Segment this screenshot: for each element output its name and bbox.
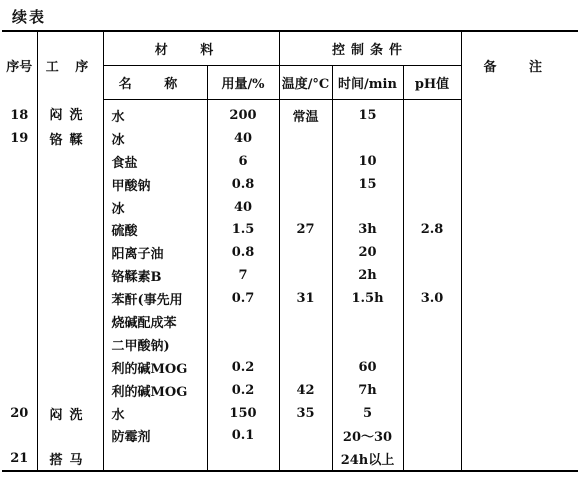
header-remarks: 备 注 — [461, 31, 578, 100]
cell-remarks — [461, 218, 578, 241]
cell-remarks — [461, 333, 578, 356]
cell-name — [103, 447, 207, 471]
cell-remarks — [461, 264, 578, 287]
cell-ph — [403, 379, 461, 402]
cell-process — [37, 173, 103, 196]
table-row — [2, 218, 578, 241]
page-title: 续表 — [12, 8, 47, 26]
cell-ph — [403, 100, 461, 127]
table-row — [2, 100, 578, 127]
cell-process: 闷洗 — [37, 402, 103, 425]
cell-seq — [2, 173, 37, 196]
cell-process — [37, 379, 103, 402]
cell-remarks — [461, 402, 578, 425]
cell-process: 闷洗 — [37, 100, 103, 127]
cell-remarks — [461, 100, 578, 127]
cell-temp: 35 — [279, 402, 332, 425]
cell-time — [332, 127, 403, 150]
table-row — [2, 379, 578, 402]
cell-process — [37, 196, 103, 219]
cell-seq — [2, 424, 37, 447]
cell-time: 60 — [332, 356, 403, 379]
cell-remarks — [461, 287, 578, 310]
cell-remarks — [461, 150, 578, 173]
cell-temp — [279, 424, 332, 447]
cell-time — [332, 196, 403, 219]
cell-time — [332, 333, 403, 356]
cell-time: 15 — [332, 100, 403, 127]
cell-ph: 3.0 — [403, 287, 461, 310]
table-row — [2, 287, 578, 310]
cell-ph — [403, 196, 461, 219]
cell-seq: 19 — [2, 127, 37, 150]
cell-dosage — [207, 333, 279, 356]
table-row — [2, 173, 578, 196]
cell-name: 水 — [103, 100, 207, 127]
table-row — [2, 310, 578, 333]
cell-name: 二甲酸钠) — [103, 333, 207, 356]
cell-remarks — [461, 173, 578, 196]
cell-temp: 常温 — [279, 100, 332, 127]
header-time: 时间/min — [332, 66, 403, 100]
cell-dosage: 150 — [207, 402, 279, 425]
cell-name: 冰 — [103, 127, 207, 150]
cell-temp: 42 — [279, 379, 332, 402]
header-ph: pH值 — [403, 66, 461, 100]
cell-ph — [403, 241, 461, 264]
cell-temp — [279, 196, 332, 219]
cell-time — [332, 310, 403, 333]
cell-remarks — [461, 241, 578, 264]
header-temp: 温度/°C — [279, 66, 332, 100]
cell-dosage: 0.8 — [207, 241, 279, 264]
cell-dosage: 7 — [207, 264, 279, 287]
cell-time: 10 — [332, 150, 403, 173]
cell-process — [37, 218, 103, 241]
cell-remarks — [461, 310, 578, 333]
cell-remarks — [461, 356, 578, 379]
cell-process — [37, 241, 103, 264]
cell-time: 2h — [332, 264, 403, 287]
cell-name: 甲酸钠 — [103, 173, 207, 196]
table-row — [2, 333, 578, 356]
cell-time: 15 — [332, 173, 403, 196]
cell-ph — [403, 127, 461, 150]
cell-ph — [403, 333, 461, 356]
cell-name: 防霉剂 — [103, 424, 207, 447]
header-name: 名 称 — [103, 66, 207, 100]
cell-temp — [279, 150, 332, 173]
cell-seq — [2, 379, 37, 402]
header-materials: 材 料 — [103, 31, 279, 66]
cell-temp: 31 — [279, 287, 332, 310]
cell-name: 食盐 — [103, 150, 207, 173]
cell-dosage: 1.5 — [207, 218, 279, 241]
cell-temp — [279, 264, 332, 287]
cell-ph — [403, 424, 461, 447]
header-dosage: 用量/% — [207, 66, 279, 100]
cell-process — [37, 424, 103, 447]
cell-dosage: 0.8 — [207, 173, 279, 196]
cell-temp — [279, 447, 332, 471]
table-row — [2, 402, 578, 425]
cell-time: 3h — [332, 218, 403, 241]
cell-process: 搭马 — [37, 447, 103, 471]
cell-ph — [403, 264, 461, 287]
table-row — [2, 356, 578, 379]
table-row — [2, 264, 578, 287]
cell-seq — [2, 310, 37, 333]
process-table — [2, 30, 578, 472]
cell-ph — [403, 150, 461, 173]
cell-seq — [2, 241, 37, 264]
cell-process: 铬鞣 — [37, 127, 103, 150]
cell-seq — [2, 333, 37, 356]
cell-seq — [2, 196, 37, 219]
cell-seq: 20 — [2, 402, 37, 425]
cell-remarks — [461, 196, 578, 219]
cell-process — [37, 310, 103, 333]
cell-name: 硫酸 — [103, 218, 207, 241]
cell-temp: 27 — [279, 218, 332, 241]
cell-time: 20～30 — [332, 424, 403, 447]
cell-dosage: 0.2 — [207, 379, 279, 402]
cell-name: 苯酐(事先用 — [103, 287, 207, 310]
cell-temp — [279, 310, 332, 333]
cell-process — [37, 333, 103, 356]
cell-process — [37, 287, 103, 310]
cell-name: 利的碱MOG — [103, 379, 207, 402]
cell-time: 7h — [332, 379, 403, 402]
cell-seq: 21 — [2, 447, 37, 471]
cell-time: 24h以上 — [332, 447, 403, 471]
header-process: 工 序 — [37, 31, 103, 100]
cell-time: 20 — [332, 241, 403, 264]
cell-name: 冰 — [103, 196, 207, 219]
cell-ph: 2.8 — [403, 218, 461, 241]
table-row — [2, 447, 578, 471]
cell-dosage — [207, 310, 279, 333]
cell-remarks — [461, 127, 578, 150]
cell-seq — [2, 264, 37, 287]
cell-time: 5 — [332, 402, 403, 425]
cell-ph — [403, 310, 461, 333]
cell-ph — [403, 173, 461, 196]
header-seq: 序号 — [2, 31, 37, 100]
cell-temp — [279, 241, 332, 264]
table-row — [2, 424, 578, 447]
cell-name: 利的碱MOG — [103, 356, 207, 379]
cell-dosage: 40 — [207, 196, 279, 219]
cell-temp — [279, 356, 332, 379]
cell-temp — [279, 127, 332, 150]
cell-remarks — [461, 447, 578, 471]
table-row — [2, 127, 578, 150]
cell-process — [37, 264, 103, 287]
cell-seq — [2, 287, 37, 310]
cell-dosage: 200 — [207, 100, 279, 127]
cell-temp — [279, 173, 332, 196]
cell-dosage: 0.7 — [207, 287, 279, 310]
cell-ph — [403, 356, 461, 379]
cell-name: 烧碱配成苯 — [103, 310, 207, 333]
table-row — [2, 150, 578, 173]
cell-name: 阳离子油 — [103, 241, 207, 264]
cell-temp — [279, 333, 332, 356]
cell-dosage: 6 — [207, 150, 279, 173]
cell-remarks — [461, 379, 578, 402]
cell-seq — [2, 218, 37, 241]
cell-remarks — [461, 424, 578, 447]
cell-name: 水 — [103, 402, 207, 425]
cell-dosage — [207, 447, 279, 471]
cell-dosage: 0.1 — [207, 424, 279, 447]
cell-dosage: 40 — [207, 127, 279, 150]
cell-seq — [2, 150, 37, 173]
cell-seq: 18 — [2, 100, 37, 127]
cell-ph — [403, 447, 461, 471]
cell-dosage: 0.2 — [207, 356, 279, 379]
header-control: 控制条件 — [279, 31, 461, 66]
cell-seq — [2, 356, 37, 379]
table-row — [2, 196, 578, 219]
cell-process — [37, 356, 103, 379]
cell-process — [37, 150, 103, 173]
table-body — [2, 100, 578, 472]
cell-ph — [403, 402, 461, 425]
cell-time: 1.5h — [332, 287, 403, 310]
cell-name: 铬鞣素B — [103, 264, 207, 287]
table-row — [2, 241, 578, 264]
